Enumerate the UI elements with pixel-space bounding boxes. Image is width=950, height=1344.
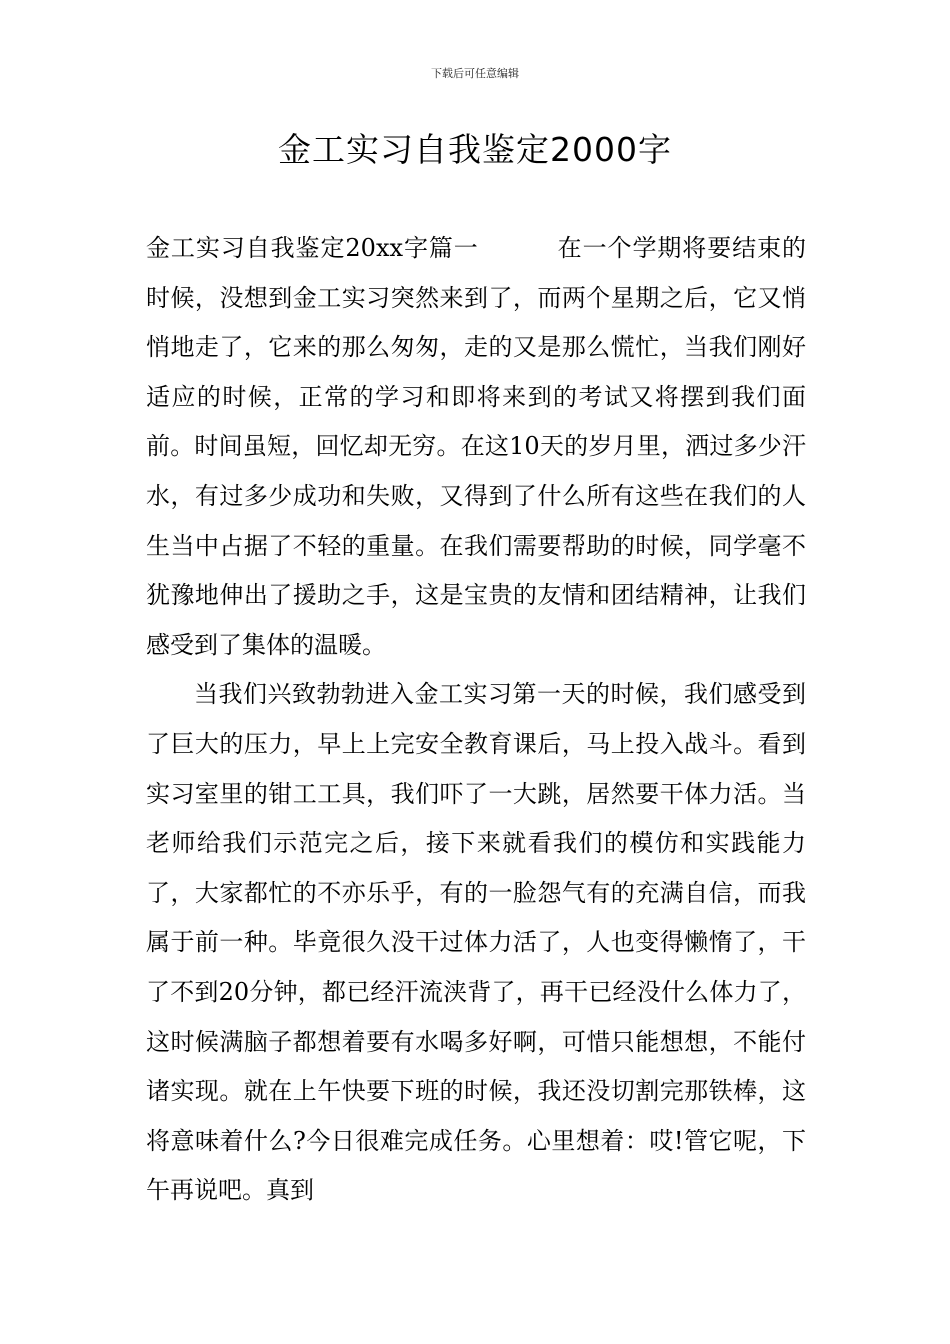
header-note: 下载后可任意编辑	[431, 67, 519, 80]
section-heading: 金工实习自我鉴定20xx字篇一	[146, 234, 479, 262]
paragraph-1-text: 在一个学期将要结束的时候，没想到金工实习突然来到了，而两个星期之后，它又悄悄地走了，它来的那么匆匆，走的又是那么慌忙，当我们刚好适应的时候，正常的学习和即将来到的考试又将摆到我们面前。时间虽短，回忆却无穷。在这10天的岁月里，洒过多少汗水，有过多少成功和失败，又得到了什么所有这些在我们的人生当中占据了不轻的重量。在我们需要帮助的时候，同学毫不犹豫地伸出了援助之手，这是宝贵的友情和团结精神，让我们感受到了集体的温暖。	[146, 234, 807, 659]
document-body	[146, 224, 806, 1216]
paragraph-1	[146, 224, 806, 670]
paragraph-2: 当我们兴致勃勃进入金工实习第一天的时候，我们感受到了巨大的压力，早上上完安全教育课后，马上投入战斗。看到实习室里的钳工工具，我们吓了一大跳，居然要干体力活。当老师给我们示范完之后，接下来就看我们的模仿和实践能力了，大家都忙的不亦乐乎，有的一脸怨气有的充满自信，而我属于前一种。毕竟很久没干过体力活了，人也变得懒惰了，干了不到20分钟，都已经汗流浃背了，再干已经没什么体力了，这时候满脑子都想着要有水喝多好啊，可惜只能想想，不能付诸实现。就在上午快要下班的时候，我还没切割完那铁棒，这将意味着什么?今日很难完成任务。心里想着：哎!管它呢，下午再说吧。真到	[146, 680, 806, 1205]
document-title: 金工实习自我鉴定2000字	[278, 130, 672, 169]
